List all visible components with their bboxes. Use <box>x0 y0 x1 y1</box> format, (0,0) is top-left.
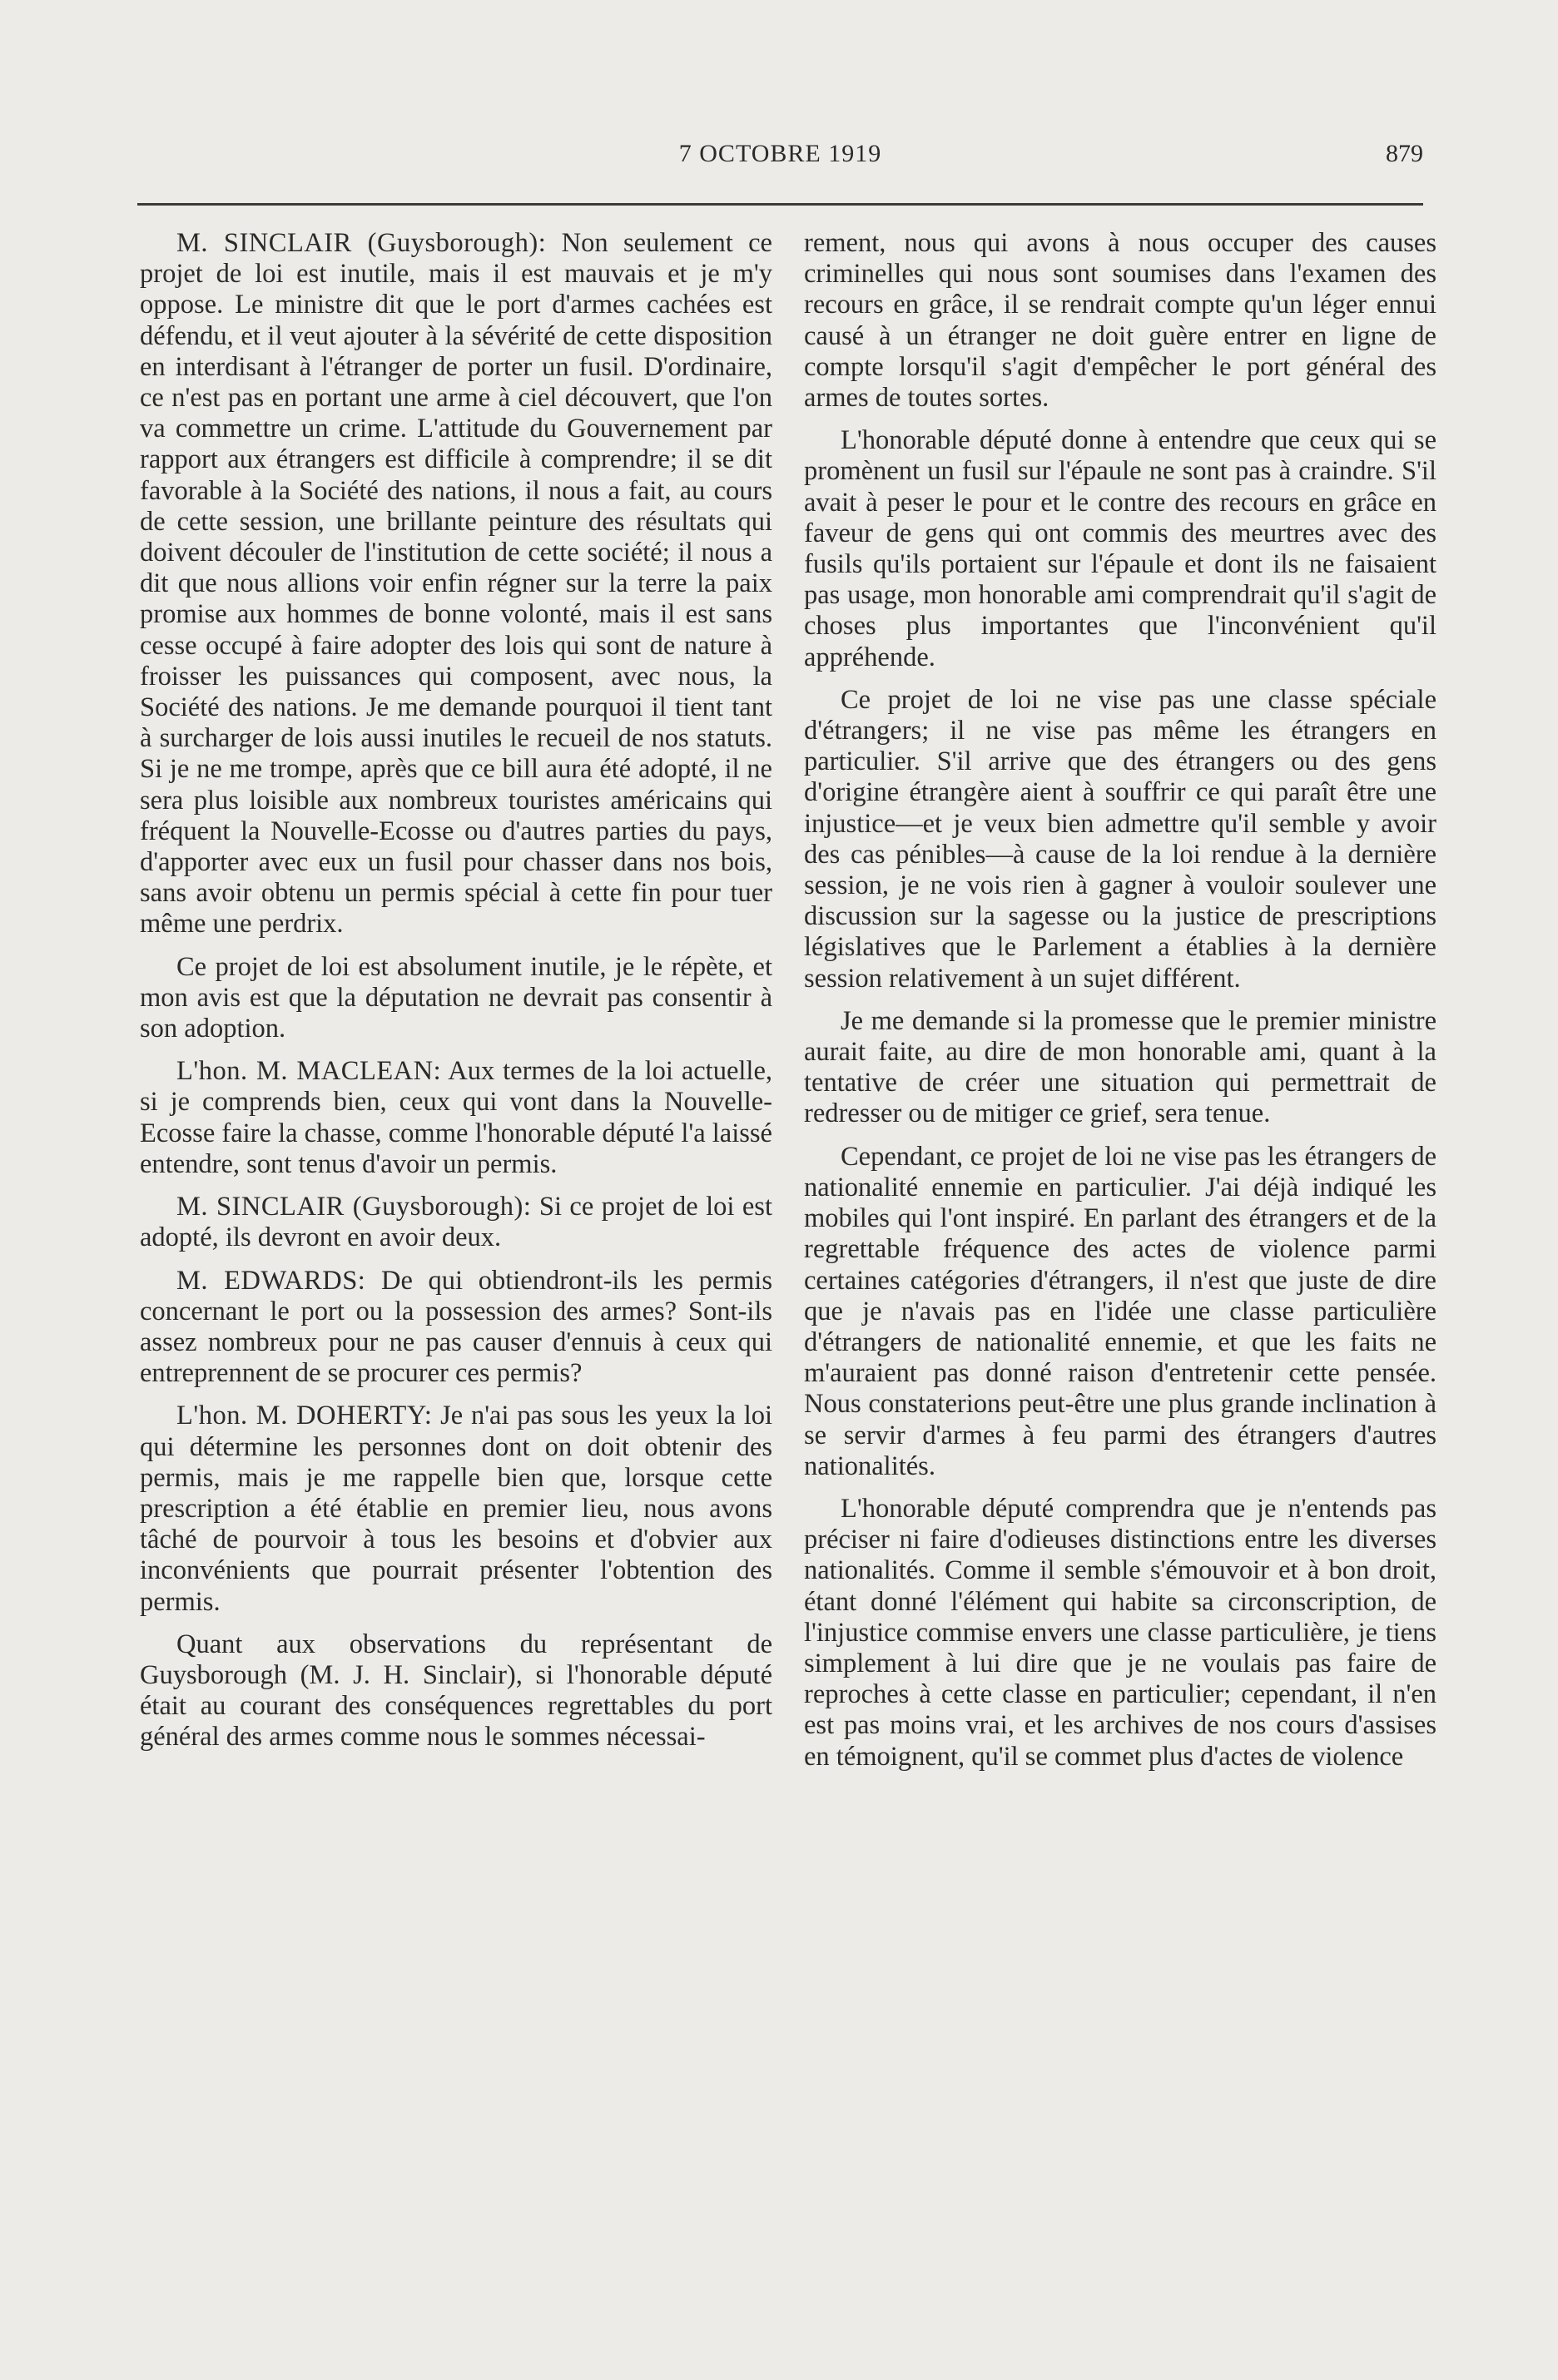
paragraph <box>140 952 772 1045</box>
paragraph <box>804 425 1436 673</box>
paragraph <box>140 1629 772 1753</box>
paragraph-text: Je me demande si la promesse que le premier ministre aurait faite, au dire de mon honorable ami, quant à la tentative de créer une situation qui permettrait de redresser ou de mitiger ce grief, sera tenue. <box>804 1005 1436 1129</box>
paragraph <box>804 1142 1436 1482</box>
paragraph-text: Non seulement ce projet de loi est inutile, mais il est mauvais et je m'y oppose. Le ministre dit que le port d'armes cachées est défendu, et il veut ajouter à la sévérité de cette disposition en interdisant à l'étranger de porter un fusil. D'ordinaire, ce n'est pas en portant une arme à ciel découvert, que l'on va commettre un crime. L'attitude du Gouvernement par rapport aux étrangers est difficile à comprendre; il se dit favorable à la Société des nations, il nous a fait, au cours de cette session, une brillante peinture des résultats qui doivent découler de l'institution de cette société; il nous a dit que nous allions voir enfin régner sur la terre la paix promise aux hommes de bonne volonté, mais il est sans cesse occupé à faire adopter des lois qui sont de nature à froisser les puissances qui composent, avec nous, la Société des nations. Je me demande pourquoi il tient tant à surcharger de lois aussi inutiles le recueil de nos statuts. Si je ne me trompe, après que ce bill aura été adopté, il ne sera plus loisible aux nombreux touristes américains qui fréquent la Nouvelle-Ecosse ou d'autres parties du pays, d'apporter avec eux un fusil pour chasser dans nos bois, sans avoir obtenu un permis spécial à cette fin pour tuer même une perdrix. <box>140 228 772 940</box>
paragraph-text: Cependant, ce projet de loi ne vise pas les étrangers de nationalité ennemie en particulier. J'ai déjà indiqué les mobiles qui l'ont inspiré. En parlant des étrangers et de la regrettable fréquence des actes de violence parmi certaines catégories d'étrangers, il n'est que juste de dire que je n'avais pas en l'idée une classe particulière d'étrangers de nationalité ennemie, et que les faits ne m'auraient pas donné raison d'entretenir cette pensée. Nous constaterions peut-être une plus grande inclination à se servir d'armes à feu parmi des étrangers d'autres nationalités. <box>804 1141 1436 1481</box>
right-column <box>804 228 1436 1784</box>
paragraph <box>140 1192 772 1253</box>
paragraph-text: Je n'ai pas sous les yeux la loi qui détermine les personnes dont on doit obtenir des permis, mais je me rappelle bien que, lorsque cette prescription a été établie en premier lieu, nous avons tâché de pourvoir à tous les besoins et d'obvier aux inconvénients que pourrait présenter l'obtention des permis. <box>140 1401 773 1617</box>
header-date: 7 OCTOBRE 1919 <box>678 140 882 167</box>
paragraph-text: Ce projet de loi ne vise pas une classe spéciale d'étrangers; il ne vise pas même les étrangers en particulier. S'il arrive que des étrangers ou des gens d'origine étrangère aient à souffrir ce qui paraît être une injustice—et je veux bien admettre qu'il semble y avoir des cas pénibles—à cause de la loi rendue à la dernière session, je ne vois rien à gagner à vouloir soulever une discussion sur la sagesse ou la justice de prescriptions législatives que le Parlement a établies à la dernière session relativement à un sujet différent. <box>804 684 1436 994</box>
speaker-name: M. EDWARDS: <box>176 1265 366 1296</box>
paragraph-text: De qui obtiendront-ils les permis concernant le port ou la possession des armes? Sont-ils assez nombreux pour ne pas causer d'ennuis à ceux qui entreprennent de se procurer ces permis? <box>140 1265 772 1389</box>
paragraph <box>140 1266 772 1390</box>
paragraph-text: rement, nous qui avons à nous occuper des causes criminelles qui nous sont soumises dans l'examen des recours en grâce, il se rendrait compte qu'un léger ennui causé à un étranger ne doit guère entrer en ligne de compte lorsqu'il s'agit d'empêcher le port général des armes de toutes sortes. <box>804 228 1436 414</box>
paragraph <box>804 1494 1436 1773</box>
speaker-name: M. SINCLAIR (Guysborough): <box>176 228 547 258</box>
speaker-name: M. SINCLAIR (Guysborough): <box>176 1192 532 1222</box>
left-column <box>140 228 772 1765</box>
paragraph-text: Aux termes de la loi actuelle, si je comprends bien, ceux qui vont dans la Nouvelle-Ecosse faire la chasse, comme l'honorable député l'a laissé entendre, sont tenus d'avoir un permis. <box>140 1056 772 1179</box>
paragraph-text: Ce projet de loi est absolument inutile, je le répète, et mon avis est que la députation ne devrait pas consentir à son adoption. <box>140 951 772 1044</box>
paragraph <box>140 1056 772 1180</box>
paragraph <box>140 1401 772 1617</box>
speaker-name: L'hon. M. MACLEAN: <box>176 1056 442 1087</box>
paragraph <box>804 228 1436 414</box>
paragraph <box>140 228 772 940</box>
paragraph <box>804 685 1436 994</box>
page-number: 879 <box>1386 140 1423 167</box>
paragraph-text: Si ce projet de loi est adopté, ils devront en avoir deux. <box>140 1192 772 1253</box>
paragraph <box>804 1006 1436 1130</box>
speaker-name: L'hon. M. DOHERTY: <box>176 1401 433 1431</box>
paragraph-text: Quant aux observations du représentant de Guysborough (M. J. H. Sinclair), si l'honorable député était au courant des conséquences regrettables du port général des armes comme nous le sommes nécessai- <box>140 1629 772 1753</box>
paragraph-text: L'honorable député donne à entendre que ceux qui se promènent un fusil sur l'épaule ne sont pas à craindre. S'il avait à peser le pour et le contre des recours en grâce en faveur de gens qui ont commis des meurtres avec des fusils qu'ils portaient sur l'épaule et dont ils ne faisaient pas usage, mon honorable ami comprendrait qu'il s'agit de choses plus importantes que l'inconvénient qu'il appréhende. <box>804 425 1436 672</box>
page-header <box>137 140 1423 173</box>
paragraph-text: L'honorable député comprendra que je n'entends pas préciser ni faire d'odieuses distinctions entre les diverses nationalités. Comme il semble s'émouvoir et à bon droit, étant donné l'élément qui habite sa circonscription, de l'injustice commise envers une classe particulière, je tiens simplement à lui dire que je ne voulais pas faire de reproches à cette classe en particulier; cependant, il n'en est pas moins vrai, et les archives de nos cours d'assises en témoignent, qu'il se commet plus d'actes de violence <box>804 1493 1436 1772</box>
header-rule <box>137 203 1423 206</box>
